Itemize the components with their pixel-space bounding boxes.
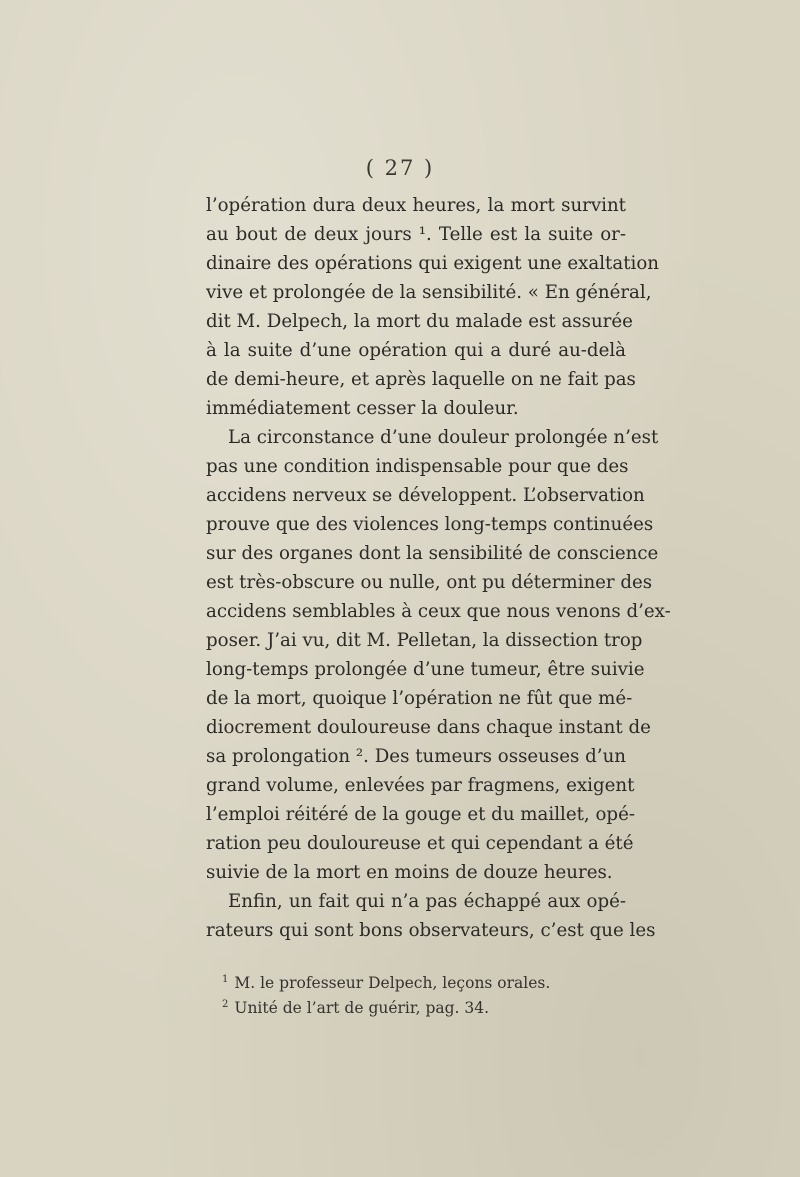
text-line: Enfin, un fait qui n’a pas échappé aux opé- [228,891,626,912]
footnote-text: Unité de l’art de guérir, pag. 34. [234,999,490,1018]
page-number: ( 27 ) [365,156,435,180]
text-line: La circonstance d’une douleur prolongée n’est [228,427,659,448]
text-line: de demi-heure, et après laquelle on ne fait pas [206,369,636,390]
text-line: rateurs qui sont bons observateurs, c’est que les [206,920,656,941]
text-line: pas une condition indispensable pour que des [206,456,629,477]
footnote-mark: 1 [222,974,229,985]
text-line: accidens semblables à ceux que nous venons d’ex- [206,601,671,622]
text-line: est très-obscure ou nulle, ont pu déterminer des [206,572,653,593]
footnote-mark: 2 [222,999,229,1010]
text-line: l’emploi réitéré de la gouge et du maillet, opé- [206,804,635,825]
text-line: l’opération dura deux heures, la mort survint [206,195,626,216]
text-line: prouve que des violences long-temps continuées [206,514,654,535]
text-line: long-temps prolongée d’une tumeur, être suivie [206,659,645,680]
text-line: dinaire des opérations qui exigent une exaltation [206,253,659,274]
text-line: grand volume, enlevées par fragmens, exigent [206,775,635,796]
text-line: à la suite d’une opération qui a duré au-delà [206,340,626,361]
text-line: sur des organes dont la sensibilité de conscience [206,543,659,564]
text-line: accidens nerveux se développent. L’observation [206,485,645,506]
text-line: de la mort, quoique l’opération ne fût que mé- [206,688,633,709]
text-line: poser. J’ai vu, dit M. Pelletan, la dissection trop [206,630,643,651]
footnote [222,995,489,1018]
text-line: vive et prolongée de la sensibilité. « En général, [206,282,652,303]
footnote [222,970,550,993]
text-line: ration peu douloureuse et qui cependant a été [206,833,634,854]
text-line: au bout de deux jours ¹. Telle est la suite or- [206,224,626,245]
text-line: sa prolongation ². Des tumeurs osseuses d’un [206,746,626,767]
text-line: suivie de la mort en moins de douze heures. [206,862,613,883]
text-line: dit M. Delpech, la mort du malade est assurée [206,311,633,332]
footnote-text: M. le professeur Delpech, leçons orales. [234,974,551,993]
text-line: diocrement douloureuse dans chaque instant de [206,717,651,738]
text-line: immédiatement cesser la douleur. [206,398,519,419]
